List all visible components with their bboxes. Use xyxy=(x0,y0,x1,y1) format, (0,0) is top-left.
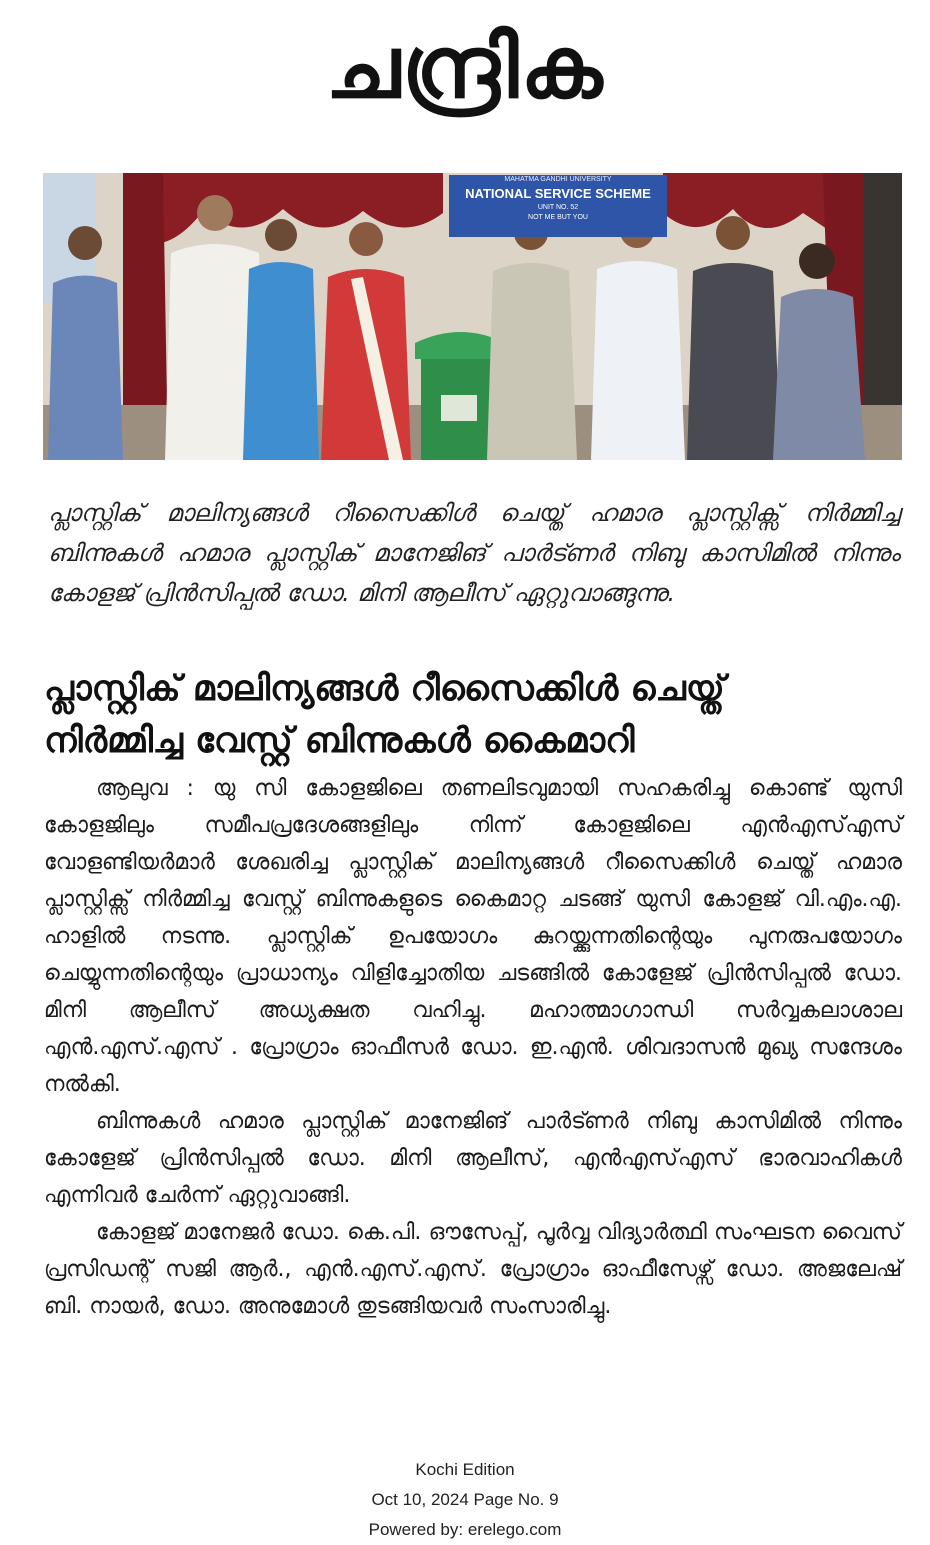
body-paragraph-3: കോളജ് മാനേജർ ഡോ. കെ.പി. ഔസേപ്പ്, പൂർവ്വ വിദ്യാർത്ഥി സംഘടന വൈസ് പ്രസിഡന്റ് സജി ആർ., എൻ.എസ്.എസ്. പ്രോഗ്രാം ഓഫീസേഴ്സ് ഡോ. അജലേഷ് ബി. നായർ, ഡോ. അനുമോൾ തുടങ്ങിയവർ സംസാരിച്ചു. xyxy=(44,1220,902,1319)
banner-title: NATIONAL SERVICE SCHEME xyxy=(465,186,651,201)
masthead-logo: ചന്ദ്രിക xyxy=(325,18,605,118)
banner-university: MAHATMA GANDHI UNIVERSITY xyxy=(504,176,612,183)
banner-unit: UNIT NO. 52 xyxy=(537,204,579,211)
footer-date-page: Oct 10, 2024 Page No. 9 xyxy=(371,1490,559,1509)
news-photo xyxy=(43,173,902,460)
banner-motto: NOT ME BUT YOU xyxy=(528,214,588,221)
body-paragraph-1: ആലുവ : യു സി കോളജിലെ തണലിടവുമായി സഹകരിച്ചു കൊണ്ട് യുസി കോളജിലും സമീപപ്രദേശങ്ങളിലും നിന്ന് കോളജിലെ എൻഎസ്എസ് വോളണ്ടിയർമാർ ശേഖരിച്ച പ്ലാസ്റ്റിക് മാലിന്യങ്ങൾ റീസൈക്കിൾ ചെയ്ത് ഹമാര പ്ലാസ്റ്റിക്സ് നിർമ്മിച്ച വേസ്റ്റ് ബിന്നുകളുടെ കൈമാറ്റ ചടങ്ങ് യുസി കോളജ് വി.എം.എ. ഹാളിൽ നടന്നു. പ്ലാസ്റ്റിക് ഉപയോഗം കുറയ്ക്കുന്നതിന്റെയും പുനരുപയോഗം ചെയ്യുന്നതിന്റെയും പ്രാധാന്യം വിളിച്ചോതിയ ചടങ്ങിൽ കോളേജ് പ്രിൻസിപ്പൽ ഡോ. മിനി ആലീസ് അധ്യക്ഷത വഹിച്ചു. മഹാത്മാഗാന്ധി സർവ്വകലാശാല എൻ.എസ്.എസ് . പ്രോഗ്രാം ഓഫീസർ ഡോ. ഇ.എൻ. ശിവദാസൻ മുഖ്യ സന്ദേശം നൽകി. xyxy=(44,776,902,1097)
headline-line-1: പ്ലാസ്റ്റിക് മാലിന്യങ്ങൾ റീസൈക്കിൾ ചെയ്ത് xyxy=(44,669,725,709)
body-paragraph-2: ബിന്നുകൾ ഹമാര പ്ലാസ്റ്റിക് മാനേജിങ് പാർട്ണർ നിബു കാസിമിൽ നിന്നും കോളേജ് പ്രിൻസിപ്പൽ ഡോ. മിനി ആലീസ്, എൻഎസ്എസ് ഭാരവാഹികൾ എന്നിവർ ചേർന്ന് ഏറ്റുവാങ്ങി. xyxy=(44,1109,902,1208)
article-body xyxy=(44,770,902,1325)
footer-powered-by: Powered by: erelego.com xyxy=(368,1520,562,1539)
headline-line-2: നിർമ്മിച്ച വേസ്റ്റ് ബിന്നുകൾ കൈമാറി xyxy=(44,721,635,761)
footer-edition: Kochi Edition xyxy=(415,1460,515,1479)
photo-caption: പ്ലാസ്റ്റിക് മാലിന്യങ്ങൾ റീസൈക്കിൾ ചെയ്ത് ഹമാര പ്ലാസ്റ്റിക്സ് നിർമ്മിച്ച ബിന്നുകൾ ഹമാര പ്ലാസ്റ്റിക് മാനേജിങ് പാർട്ണർ നിബു കാസിമിൽ നിന്നും കോളജ് പ്രിൻസിപ്പൽ ഡോ. മിനി ആലീസ് ഏറ്റുവാങ്ങുന്നു. xyxy=(48,499,900,607)
page-footer xyxy=(0,1455,930,1545)
article-headline xyxy=(44,663,904,767)
nss-banner xyxy=(449,175,667,237)
